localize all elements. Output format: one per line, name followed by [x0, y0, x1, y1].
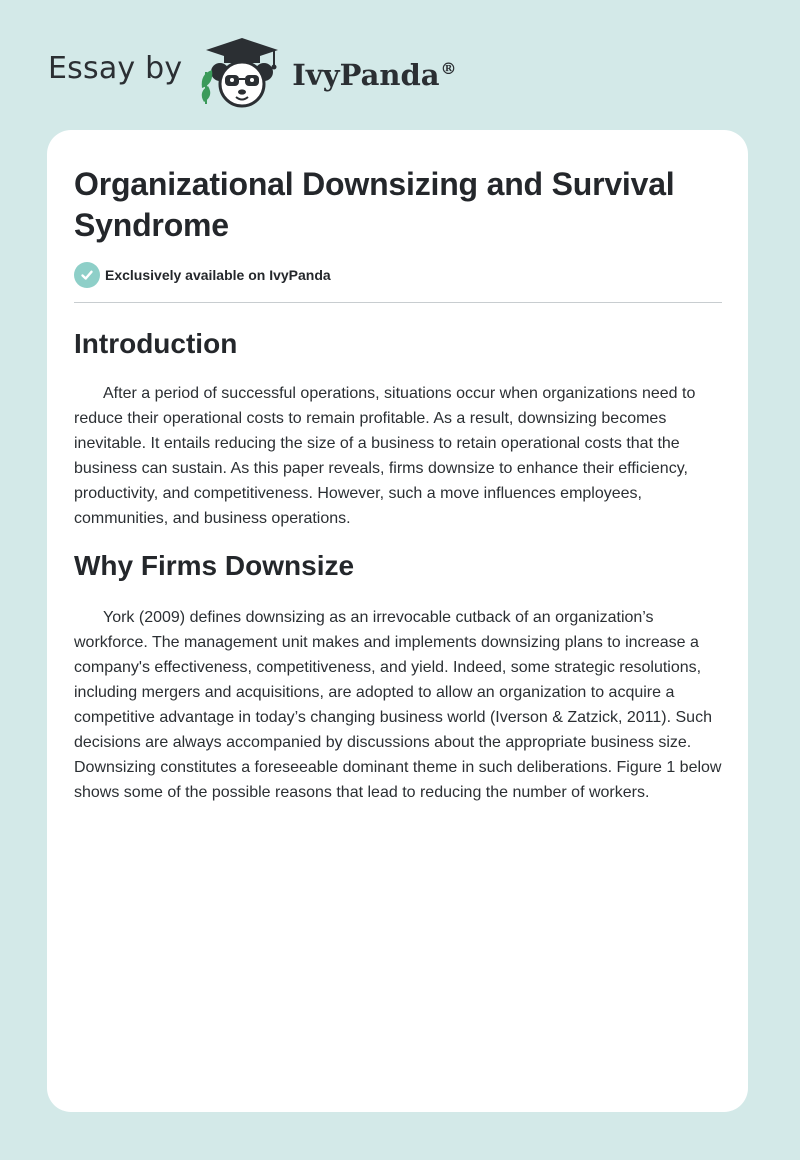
- section-paragraph-introduction: After a period of successful operations, situations occur when organizations need to reduce their operational costs to remain profitable. As a result, downsizing becomes inevitable. It entails reducing the size of a business to retain operational costs that the business can sustain. As this paper reveals, firms downsize to enhance their efficiency, productivity, and competitiveness. However, such a move influences employees, communities, and business operations.: [74, 385, 696, 527]
- registered-mark: ®: [440, 59, 457, 79]
- exclusive-badge: [74, 262, 722, 288]
- essay-title: Organizational Downsizing and Survival Syndrome: [74, 166, 675, 243]
- section-paragraph-why-firms-downsize: York (2009) defines downsizing as an irrevocable cutback of an organization’s workforce. The management unit makes and implements downsizing plans to increase a company's effectiveness, competitiveness, and yield. Indeed, some strategic resolutions, including mergers and acquisitions, are adopted to allow an organization to acquire a competitive advantage in today’s changing business world (Iverson & Zatzick, 2011). Such decisions are always accompanied by discussions about the appropriate business size. Downsizing constitutes a foreseeable dominant theme in such deliberations. Figure 1 below shows some of the possible reasons that lead to reducing the number of workers.: [74, 609, 722, 801]
- essay-by-label: Essay by: [48, 50, 183, 86]
- exclusive-badge-text: Exclusively available on IvyPanda: [105, 267, 331, 283]
- brand-name: IvyPanda®: [292, 58, 457, 92]
- section-heading-why-firms-downsize: Why Firms Downsize: [74, 550, 355, 581]
- title-divider: [74, 302, 722, 303]
- essay-card: [47, 130, 748, 1112]
- panda-graduate-logo-icon: [196, 36, 288, 108]
- section-heading-introduction: Introduction: [74, 328, 238, 359]
- check-circle-icon: [74, 262, 100, 288]
- site-brand[interactable]: [48, 36, 457, 108]
